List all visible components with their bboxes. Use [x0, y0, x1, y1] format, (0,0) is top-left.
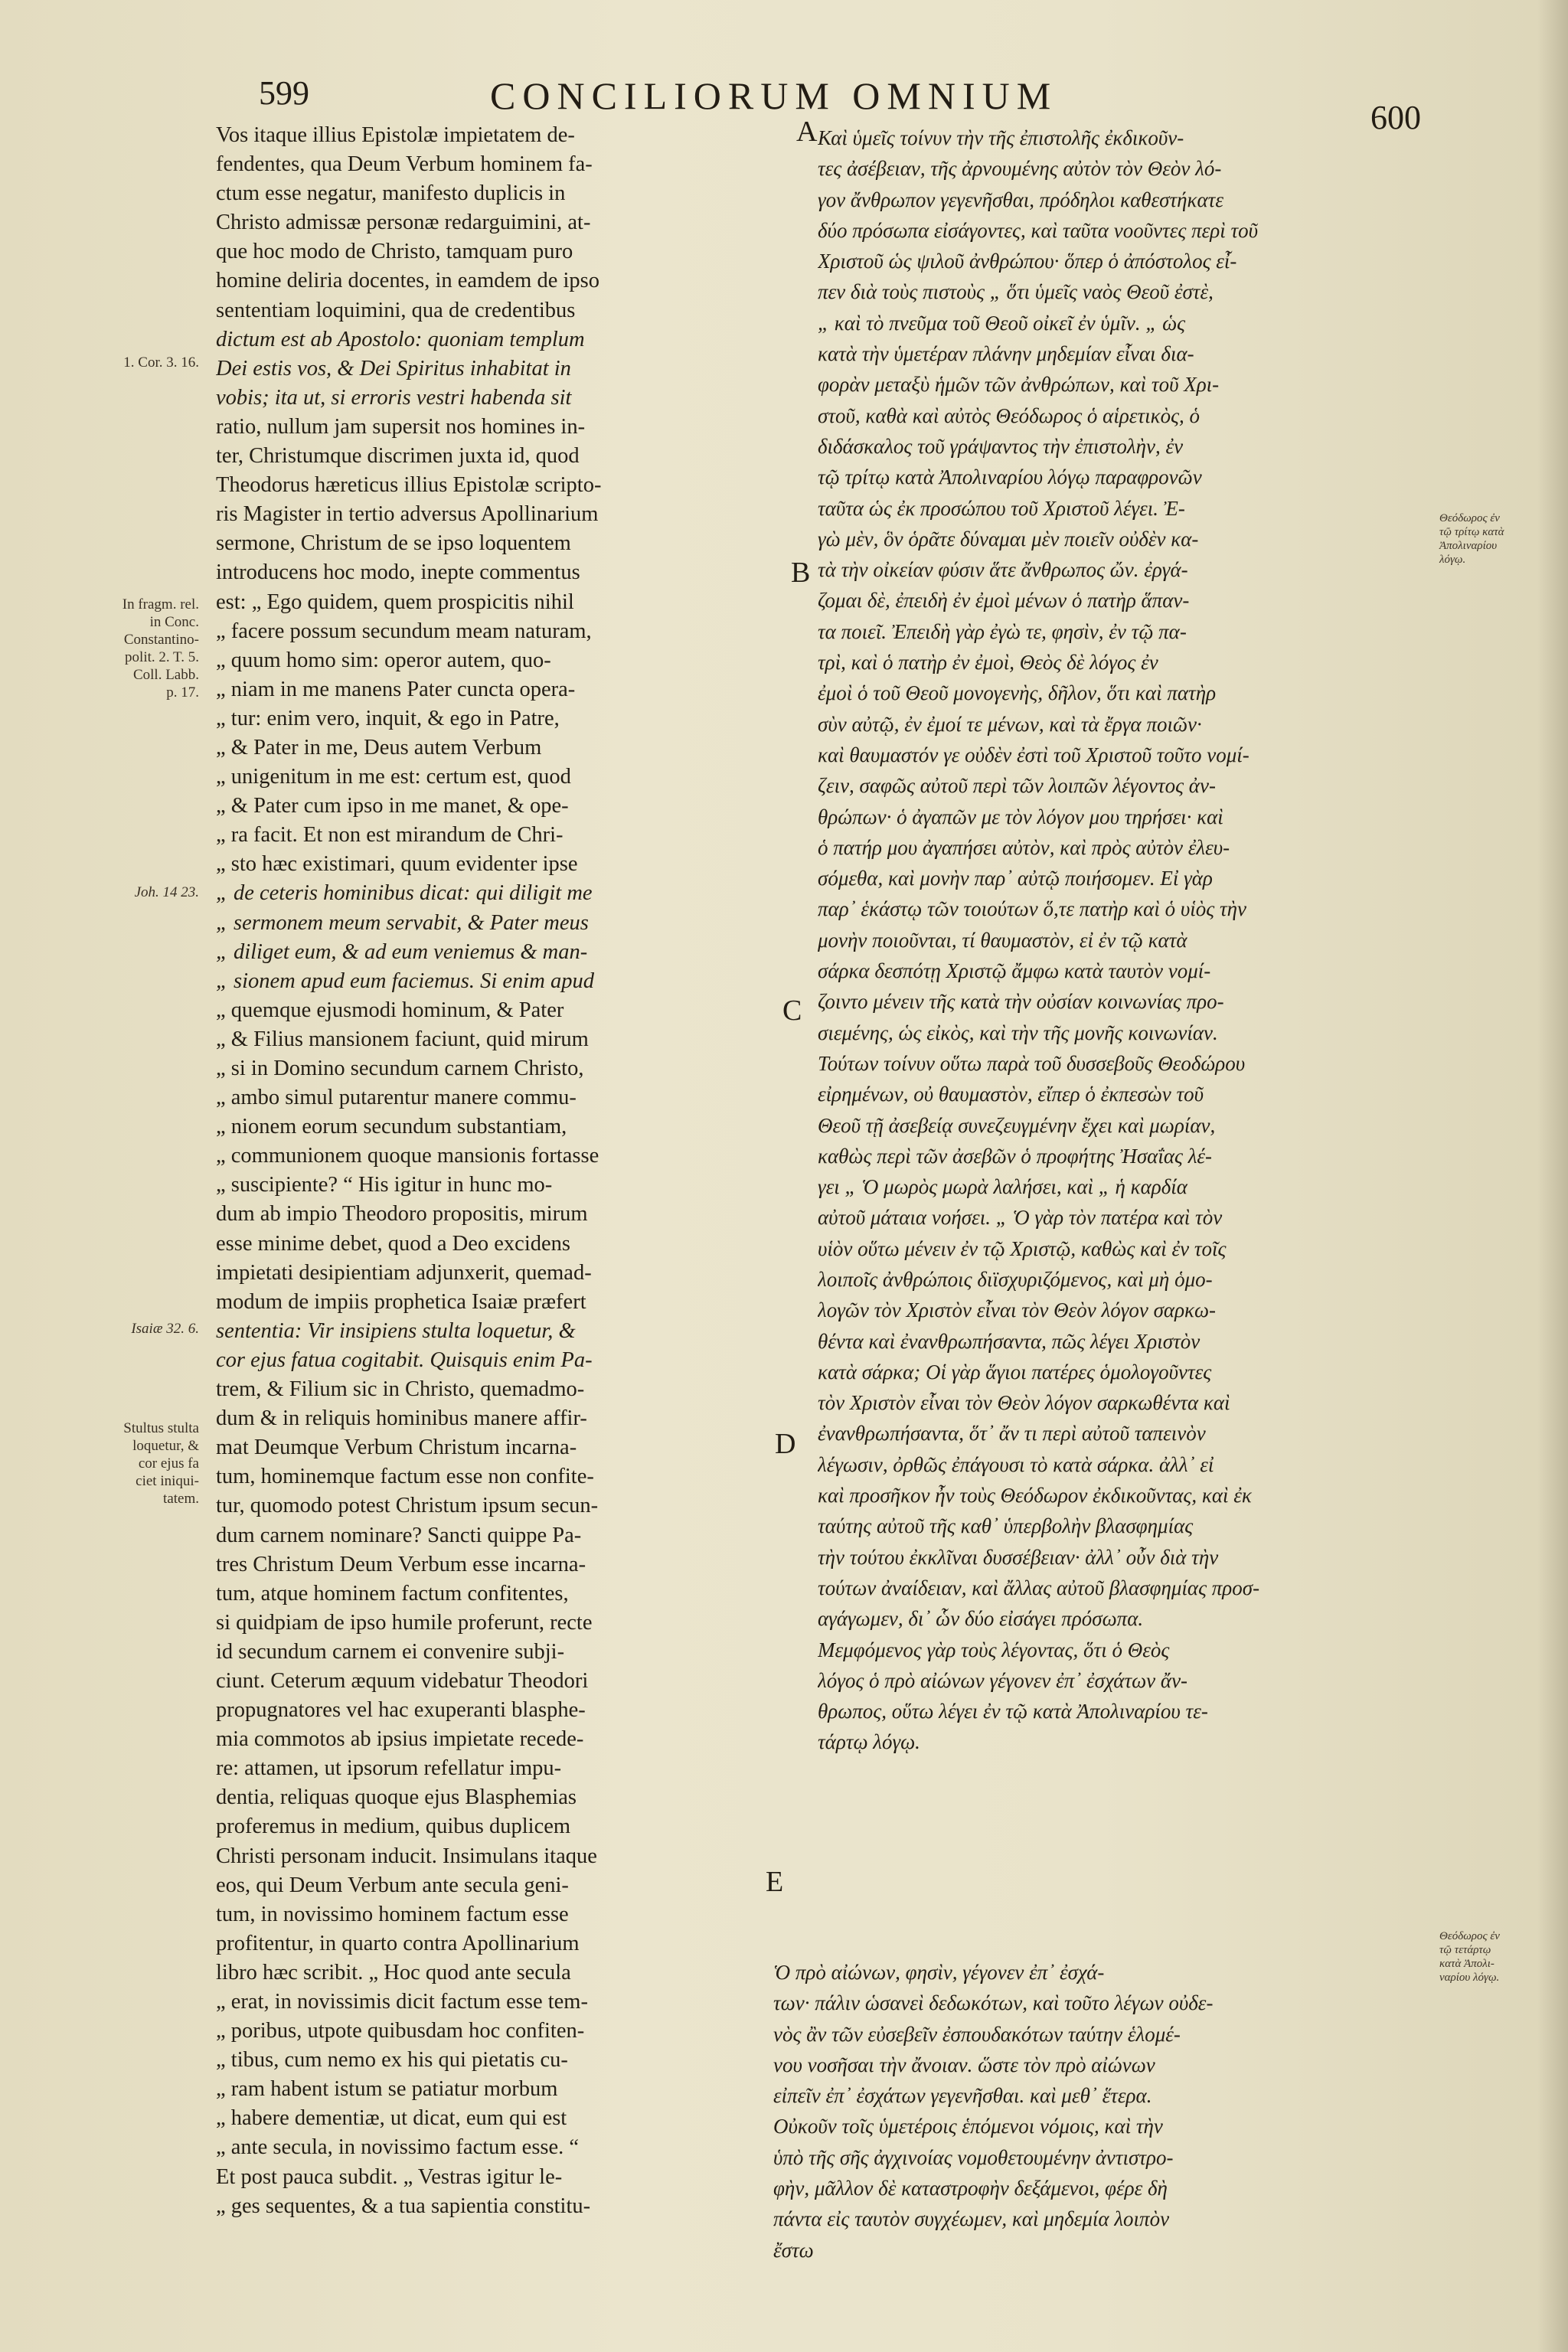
latin-text-line: „ ante secula, in novissimo factum esse. “	[216, 2135, 580, 2160]
latin-text-line: „ ges sequentes, & a tua sapientia constitu-	[216, 2194, 591, 2218]
margin-line: in Conc.	[149, 614, 199, 630]
page-gutter-shadow	[1537, 0, 1568, 2352]
greek-text-line: γὼ μὲν, ὃν ὁρᾶτε δύναμαι μὲν ποιεῖν οὐδὲν κα-	[818, 527, 1199, 550]
latin-text-line: „ sionem apud eum faciemus. Si enim apud	[216, 969, 594, 993]
latin-text-line: mia commotos ab ipsius impietate recede-	[216, 1727, 584, 1752]
page-number-right: 600	[1370, 99, 1421, 136]
greek-text-line: ταῦτα ὡς ἐκ προσώπου τοῦ Χριστοῦ λέγει. Ἐ-	[818, 496, 1185, 520]
latin-text-line: „ nionem eorum secundum substantiam,	[216, 1115, 567, 1139]
greek-text-column-lower	[773, 1957, 1433, 2265]
greek-text-line: τὴν τούτου ἐκκλῖναι δυσσέβειαν· ἀλλ᾽ οὖν διὰ τὴν	[818, 1545, 1219, 1569]
margin-line: τῷ τετάρτῳ	[1439, 1944, 1491, 1956]
latin-text-line: „ erat, in novissimis dicit factum esse tem-	[216, 1990, 588, 2014]
margin-line: Constantino-	[123, 632, 199, 648]
latin-text-line: „ ambo simul putarentur manere commu-	[216, 1086, 577, 1110]
greek-text-line: λέγωσιν, ὀρθῶς ἐπάγουσι τὸ κατὰ σάρκα. ἀλλ᾽ εἰ	[818, 1452, 1214, 1476]
latin-text-line: eos, qui Deum Verbum ante secula geni-	[216, 1873, 569, 1897]
margin-line: Coll. Labb.	[132, 667, 199, 683]
greek-text-column-upper	[818, 122, 1434, 1758]
latin-text-line: sententiam loquimini, qua de credentibus	[216, 298, 576, 322]
margin-line: Θεόδωρος ἐν	[1439, 1930, 1500, 1942]
greek-text-line: πάντα εἰς ταυτὸν συγχέωμεν, καὶ μηδεμία λοιπὸν	[773, 2207, 1170, 2231]
greek-text-line: κατὰ τὴν ὑμετέραν πλάνην μηδεμίαν εἶναι δια-	[818, 342, 1194, 366]
greek-text-line: τα ποιεῖ. Ἐπειδὴ γὰρ ἐγὼ τε, φησὶν, ἐν τῷ πα-	[818, 619, 1187, 643]
greek-text-line: τὸν Χριστὸν εἶναι τὸν Θεὸν λόγον σαρκωθέντα καὶ	[818, 1391, 1230, 1415]
greek-text-line: καὶ προσῆκον ἦν τοὺς Θεόδωρον ἐκδικοῦντας, καὶ ἐκ	[818, 1484, 1252, 1508]
latin-text-line: modum de impiis prophetica Isaiæ præfert	[216, 1289, 586, 1314]
latin-text-line: tum, in novissimo hominem factum esse	[216, 1902, 569, 1926]
greek-text-line: τῷ τρίτῳ κατὰ Ἀπολιναρίου λόγῳ παραφρονῶν	[818, 466, 1202, 489]
greek-text-line: δύο πρόσωπα εἰσάγοντες, καὶ ταῦτα νοοῦντες περὶ τοῦ	[818, 218, 1259, 242]
greek-text-line: τάρτῳ λόγῳ.	[818, 1730, 920, 1754]
greek-text-line: νου νοσῆσαι τὴν ἄνοιαν. ὥστε τὸν πρὸ αἰώνων	[773, 2053, 1155, 2076]
greek-text-line: φορὰν μεταξὺ ἡμῶν τῶν ἀνθρώπων, καὶ τοῦ Χρι-	[818, 373, 1220, 397]
greek-text-line: Ὁ πρὸ αἰώνων, φησὶν, γέγονεν ἐπ᾽ ἐσχά-	[773, 1961, 1105, 1984]
latin-text-line: introducens hoc modo, inepte commentus	[216, 560, 580, 585]
greek-text-line: πεν διὰ τοὺς πιστοὺς „ ὅτι ὑμεῖς ναὸς Θεοῦ ἐστὲ,	[818, 280, 1214, 304]
page-number-left: 599	[259, 74, 309, 112]
greek-text-line: θρωπος, οὕτω λέγει ἐν τῷ κατὰ Ἀπολιναρίου τε-	[818, 1700, 1208, 1723]
greek-text-line: Μεμφόμενος γὰρ τοὺς λέγοντας, ὅτι ὁ Θεὸς	[818, 1638, 1170, 1661]
margin-line: λόγῳ.	[1439, 554, 1466, 566]
margin-line: p. 17.	[166, 684, 199, 701]
latin-text-line: dictum est ab Apostolo: quoniam templum	[216, 327, 585, 351]
margin-line: Θεόδωρος ἐν	[1439, 512, 1500, 524]
latin-text-line: Theodorus hæreticus illius Epistolæ scripto-	[216, 473, 602, 498]
greek-text-line: „ καὶ τὸ πνεῦμα τοῦ Θεοῦ οἰκεῖ ἐν ὑμῖν. „ ὡς	[818, 311, 1186, 335]
greek-text-line: λογῶν τὸν Χριστὸν εἶναι τὸν Θεὸν λόγον σαρκω-	[818, 1298, 1217, 1322]
greek-text-line: ὁ πατήρ μου ἀγαπήσει αὐτὸν, καὶ πρὸς αὐτὸν ἐλευ-	[818, 835, 1230, 859]
greek-text-line: αὐτοῦ μάταια νοήσει. „ Ὁ γὰρ τὸν πατέρα καὶ τὸν	[818, 1206, 1223, 1230]
latin-text-line: „ ra facit. Et non est mirandum de Chri-	[216, 823, 564, 848]
latin-text-line: „ tur: enim vero, inquit, & ego in Patre,	[216, 706, 560, 730]
greek-text-line: λοιποῖς ἀνθρώποις διϊσχυριζόμενος, καὶ μὴ ὁμο-	[818, 1267, 1213, 1291]
section-letter-a: A	[796, 116, 818, 148]
latin-text-line: ratio, nullum jam supersit nos homines in-	[216, 414, 586, 439]
running-head-title: CONCILIORUM OMNIUM	[490, 74, 1058, 117]
latin-text-line: que hoc modo de Christo, tamquam puro	[216, 240, 573, 264]
latin-text-line: dum ab impio Theodoro propositis, mirum	[216, 1202, 588, 1227]
greek-text-line: καὶ θαυμαστόν γε οὐδὲν ἐστὶ τοῦ Χριστοῦ τοῦτο νομί-	[818, 743, 1250, 766]
margin-note-stultus	[61, 1419, 199, 1508]
latin-text-line: esse minime debet, quod a Deo excidens	[216, 1231, 570, 1256]
greek-text-line: κατὰ σάρκα; Οἱ γὰρ ἅγιοι πατέρες ὁμολογοῦντες	[818, 1360, 1212, 1383]
greek-text-line: γον ἄνθρωπον γεγενῆσθαι, πρόδηλοι καθεστήκατε	[818, 188, 1223, 211]
latin-text-line: Vos itaque illius Epistolæ impietatem de-	[216, 123, 575, 147]
latin-text-line: tres Christum Deum Verbum esse incarna-	[216, 1552, 586, 1576]
latin-text-line: vobis; ita ut, si erroris vestri habenda sit	[216, 385, 572, 410]
latin-text-line: „ sto hæc existimari, quum evidenter ipse	[216, 852, 578, 877]
greek-text-line: Χριστοῦ ὡς ψιλοῦ ἀνθρώπου· ὅπερ ὁ ἀπόστολος εἶ-	[818, 250, 1237, 273]
latin-text-line: sententia: Vir insipiens stulta loquetur, &	[216, 1318, 576, 1343]
greek-text-line: λόγος ὁ πρὸ αἰώνων γέγονεν ἐπ᾽ ἐσχάτων ἄν-	[818, 1668, 1188, 1692]
latin-text-line: ter, Christumque discrimen juxta id, quod	[216, 444, 580, 469]
latin-text-line: „ & Pater in me, Deus autem Verbum	[216, 735, 542, 760]
greek-text-line: στοῦ, καθὰ καὶ αὐτὸς Θεόδωρος ὁ αἱρετικὸς, ὁ	[818, 403, 1200, 427]
greek-text-line: Καὶ ὑμεῖς τοίνυν τὴν τῆς ἐπιστολῆς ἐκδικοῦν-	[818, 126, 1184, 149]
greek-text-line: διδάσκαλος τοῦ γράψαντος τὴν ἐπιστολὴν, ἐν	[818, 434, 1184, 458]
latin-text-line: „ diliget eum, & ad eum veniemus & man-	[216, 939, 588, 964]
greek-text-line: ὑπὸ τῆς σῆς ἀγχινοίας νομοθετουμένην ἀντιστρο-	[773, 2145, 1174, 2169]
latin-text-line: est: „ Ego quidem, quem prospicitis nihil	[216, 590, 574, 614]
latin-text-line: „ si in Domino secundum carnem Christo,	[216, 1057, 584, 1080]
greek-text-line: σάρκα δεσπότῃ Χριστῷ ἄμφω κατὰ ταυτὸν νομί-	[818, 959, 1211, 983]
margin-note-theodorus-4	[1439, 1929, 1537, 1984]
margin-line: Isaiæ 32. 6.	[131, 1321, 199, 1337]
greek-text-line: υἱὸν οὕτω μένειν ἐν τῷ Χριστῷ, καθὼς καὶ ἐν τοῖς	[818, 1236, 1227, 1260]
latin-text-line: „ poribus, utpote quibusdam hoc confiten-	[216, 2019, 585, 2043]
margin-note-theodorus-3	[1439, 511, 1537, 567]
latin-text-line: ciunt. Ceterum æquum videbatur Theodori	[216, 1668, 589, 1693]
latin-text-line: ris Magister in tertio adversus Apollinarium	[216, 502, 599, 527]
latin-text-line: Dei estis vos, & Dei Spiritus inhabitat in	[216, 356, 571, 381]
greek-text-line: ἐνανθρωπήσαντα, ὅτ᾽ ἄν τι περὶ αὐτοῦ ταπεινὸν	[818, 1422, 1206, 1446]
latin-text-line: libro hæc scribit. „ Hoc quod ante secula	[216, 1960, 571, 1984]
margin-line: 1. Cor. 3. 16.	[123, 354, 199, 371]
greek-text-line: των· πάλιν ὡσανεὶ δεδωκότων, καὶ τοῦτο λέγων οὐδε-	[773, 1991, 1214, 2015]
greek-text-line: Τούτων τοίνυν οὕτω παρὰ τοῦ δυσσεβοῦς Θεοδώρου	[818, 1051, 1246, 1075]
margin-note-1cor	[61, 354, 199, 371]
latin-text-line: „ ram habent istum se patiatur morbum	[216, 2077, 558, 2102]
margin-line: κατὰ Ἀπολι-	[1439, 1958, 1494, 1970]
latin-text-line: „ & Filius mansionem faciunt, quid mirum	[216, 1027, 589, 1051]
margin-line: loquetur, &	[132, 1438, 199, 1454]
section-letter-b: B	[791, 557, 811, 589]
latin-text-line: tum, hominemque factum esse non confite-	[216, 1465, 594, 1489]
greek-text-line: τες ἀσέβειαν, τῆς ἀρνουμένης αὐτὸν τὸν Θεὸν λό-	[818, 157, 1222, 181]
latin-text-line: Christi personam inducit. Insimulans itaque	[216, 1844, 597, 1868]
latin-text-line: impietati desipientiam adjunxerit, quemad-	[216, 1260, 592, 1285]
greek-text-line: παρ᾽ ἑκάστῳ τῶν τοιούτων ὅ,τε πατὴρ καὶ ὁ υἱὸς τὴν	[818, 897, 1246, 921]
greek-text-line: τρὶ, καὶ ὁ πατὴρ ἐν ἐμοὶ, Θεὸς δὲ λόγος ἐν	[818, 651, 1158, 675]
greek-text-line: Θεοῦ τῇ ἀσεβείᾳ συνεζευγμένην ἔχει καὶ μωρίαν,	[818, 1113, 1216, 1137]
greek-text-line: Οὐκοῦν τοῖς ὑμετέροις ἑπόμενοι νόμοις, καὶ τὴν	[773, 2115, 1163, 2138]
greek-text-line: γει „ Ὁ μωρὸς μωρὰ λαλήσει, καὶ „ ἡ καρδία	[818, 1175, 1187, 1199]
margin-line: tatem.	[163, 1491, 199, 1507]
greek-text-line: εἰπεῖν ἐπ᾽ ἐσχάτων γεγενῆσθαι. καὶ μεθ᾽ ἕτερα.	[773, 2084, 1152, 2108]
latin-text-line: „ unigenitum in me est: certum est, quod	[216, 765, 571, 789]
latin-text-line: „ suscipiente? “ His igitur in hunc mo-	[216, 1173, 553, 1197]
greek-text-line: τούτων ἀναίδειαν, καὶ ἄλλας αὐτοῦ βλασφημίας προσ-	[818, 1576, 1260, 1599]
latin-text-line: „ niam in me manens Pater cuncta opera-	[216, 677, 576, 701]
latin-text-line: „ & Pater cum ipso in me manet, & ope-	[216, 794, 569, 818]
margin-line: ciet iniqui-	[136, 1473, 199, 1489]
latin-text-line: mat Deumque Verbum Christum incarna-	[216, 1436, 577, 1460]
latin-text-line: homine deliria docentes, in eamdem de ipso	[216, 269, 599, 293]
latin-text-line: tur, quomodo potest Christum ipsum secun-	[216, 1494, 599, 1518]
margin-line: Ἀπολιναρίου	[1439, 540, 1498, 552]
latin-text-line: profitentur, in quarto contra Apollinarium	[216, 1931, 580, 1955]
margin-line: Stultus stulta	[123, 1420, 199, 1436]
latin-text-line: re: attamen, ut ipsorum refellatur impu-	[216, 1756, 562, 1781]
latin-text-line: id secundum carnem ei convenire subji-	[216, 1639, 565, 1664]
margin-note-isaiae	[61, 1320, 199, 1338]
latin-text-line: „ quemque ejusmodi hominum, & Pater	[216, 998, 564, 1022]
section-letter-e: E	[766, 1866, 784, 1898]
latin-text-line: „ sermonem meum servabit, & Pater meus	[216, 910, 589, 935]
latin-text-line: „ tibus, cum nemo ex his qui pietatis cu-	[216, 2048, 568, 2073]
latin-text-line: fendentes, qua Deum Verbum hominem fa-	[216, 152, 593, 177]
latin-text-line: Christo admissæ personæ redarguimini, at-	[216, 211, 591, 235]
latin-text-line: ctum esse negatur, manifesto duplicis in	[216, 181, 566, 206]
margin-line: ναρίου λόγῳ.	[1439, 1971, 1500, 1984]
greek-text-line: ἐμοὶ ὁ τοῦ Θεοῦ μονογενὴς, δῆλον, ὅτι καὶ πατὴρ	[818, 681, 1217, 705]
latin-text-line: si quidpiam de ipso humile proferunt, recte	[216, 1610, 593, 1635]
latin-text-line: „ facere possum secundum meam naturam,	[216, 619, 592, 643]
margin-note-fragm	[61, 596, 199, 701]
greek-text-line: αγάγωμεν, δι᾽ ὧν δύο εἰσάγει πρόσωπα.	[818, 1607, 1144, 1631]
greek-text-line: εἰρημένων, οὐ θαυμαστὸν, εἴπερ ὁ ἐκπεσὼν τοῦ	[818, 1083, 1204, 1106]
greek-text-line: ζειν, σαφῶς αὐτοῦ περὶ τῶν λοιπῶν λέγοντος ἀν-	[818, 774, 1216, 798]
margin-line: τῷ τρίτῳ κατὰ	[1439, 526, 1504, 538]
margin-line: Joh. 14 23.	[134, 884, 199, 900]
latin-text-line: Et post pauca subdit. „ Vestras igitur le-	[216, 2164, 563, 2189]
greek-text-line: σὺν αὐτῷ, ἐν ἐμοί τε μένων, καὶ τὰ ἔργα ποιῶν·	[818, 712, 1202, 736]
latin-text-line: propugnatores vel hac exuperanti blasphe-	[216, 1698, 586, 1723]
greek-text-line: τὰ τὴν οἰκείαν φύσιν ἅτε ἄνθρωπος ὤν. ἐργά-	[818, 558, 1188, 582]
latin-text-line: dentia, reliquas quoque ejus Blasphemias	[216, 1785, 577, 1810]
latin-text-line: trem, & Filium sic in Christo, quemadmo-	[216, 1377, 585, 1402]
latin-text-line: „ de ceteris hominibus dicat: qui diligit me	[216, 881, 593, 906]
greek-text-line: σιεμένης, ὡς εἰκὸς, καὶ τὴν τῆς μονῆς κοινωνίαν.	[818, 1021, 1218, 1044]
greek-text-line: ταύτης αὐτοῦ τῆς καθ᾽ ὑπερβολὴν βλασφημίας	[818, 1514, 1194, 1538]
latin-text-line: „ communionem quoque mansionis fortasse	[216, 1144, 599, 1168]
latin-text-line: sermone, Christum de se ipso loquentem	[216, 531, 571, 556]
latin-text-line: „ quum homo sim: operor autem, quo-	[216, 648, 551, 672]
latin-text-line: proferemus in medium, quibus duplicem	[216, 1815, 571, 1839]
greek-text-line: ζομαι δὲ, ἐπειδὴ ἐν ἐμοὶ μένων ὁ πατὴρ ἅπαν-	[818, 589, 1190, 612]
margin-line: In fragm. rel.	[122, 596, 199, 612]
greek-text-line: θρώπων· ὁ ἀγαπῶν με τὸν λόγον μου τηρήσει· καὶ	[818, 805, 1223, 828]
greek-text-line: σόμεθα, καὶ μονὴν παρ᾽ αὐτῷ ποιήσομεν. Εἰ γὰρ	[818, 867, 1213, 890]
latin-text-line: dum carnem nominare? Sancti quippe Pa-	[216, 1523, 582, 1547]
latin-text-line: dum & in reliquis hominibus manere affir-	[216, 1406, 587, 1431]
latin-text-line: tum, atque hominem factum confitentes,	[216, 1581, 569, 1606]
latin-text-line: „ habere dementiæ, ut dicat, eum qui est	[216, 2106, 567, 2131]
greek-text-line: ἔστω	[773, 2238, 814, 2262]
greek-text-line: θέντα καὶ ἐνανθρωπήσαντα, πῶς λέγει Χριστὸν	[818, 1329, 1200, 1353]
greek-text-line: καθὼς περὶ τῶν ἀσεβῶν ὁ προφήτης Ἠσαΐας λέ-	[818, 1144, 1213, 1168]
greek-text-line: ζοιντο μένειν τῆς κατὰ τὴν οὐσίαν κοινωνίας προ-	[818, 990, 1224, 1014]
greek-text-line: φὴν, μᾶλλον δὲ καταστροφὴν δεξάμενοι, φέρε δὴ	[773, 2177, 1168, 2200]
latin-text-column	[216, 121, 789, 2221]
margin-line: polit. 2. T. 5.	[125, 649, 199, 665]
greek-text-line: νὸς ἂν τῶν εὐσεβεῖν ἐσπουδακότων ταύτην ἑλομέ-	[773, 2022, 1181, 2046]
margin-note-joh	[61, 884, 199, 901]
margin-line: cor ejus fa	[138, 1455, 199, 1472]
greek-text-line: μονὴν ποιοῦνται, τί θαυμαστὸν, εἰ ἐν τῷ κατὰ	[818, 928, 1187, 952]
section-letter-d: D	[775, 1428, 796, 1460]
section-letter-c: C	[782, 995, 802, 1027]
latin-text-line: cor ejus fatua cogitabit. Quisquis enim Pa-	[216, 1348, 593, 1372]
